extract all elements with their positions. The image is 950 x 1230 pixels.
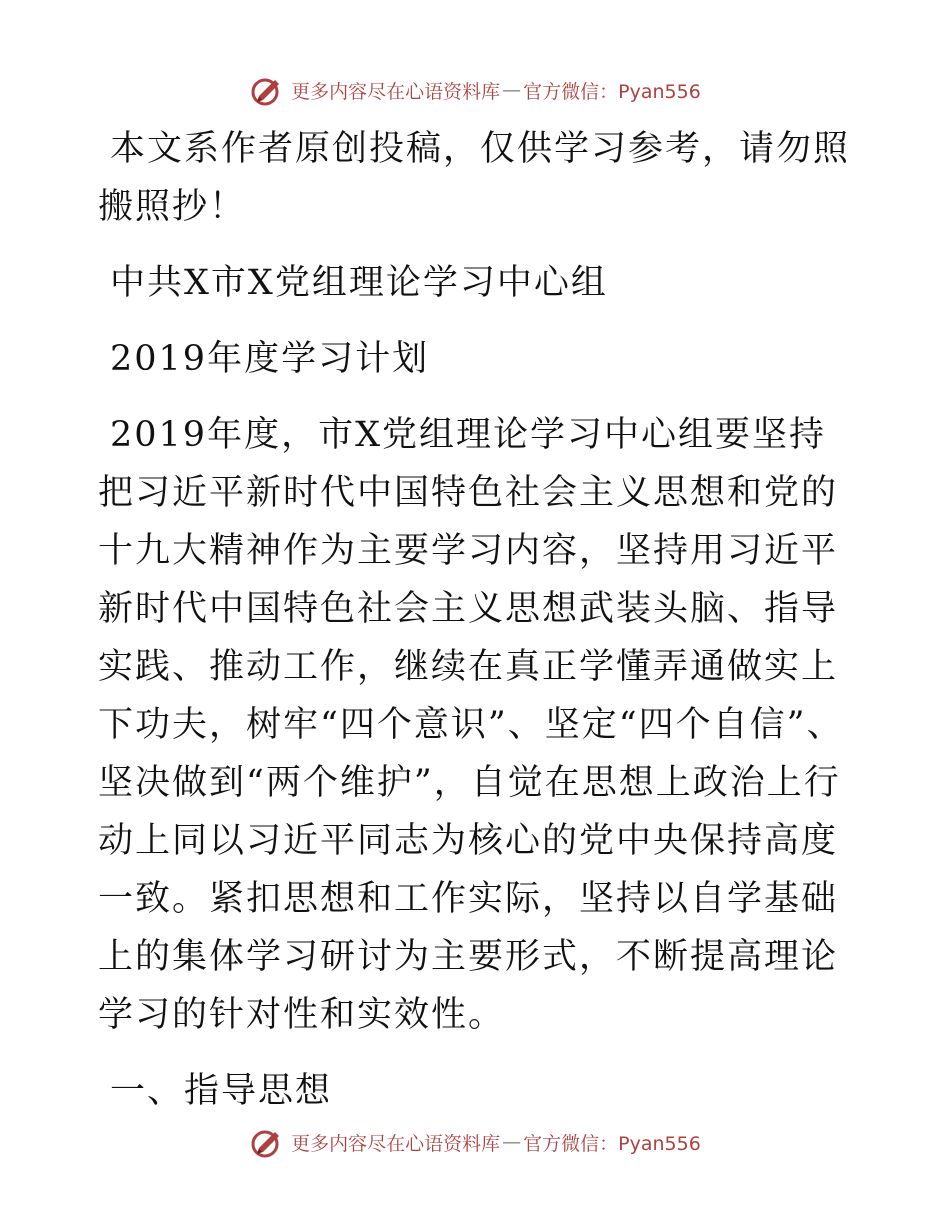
pen-logo-icon (249, 72, 285, 108)
banner-text: 更多内容尽在心语资料库 (291, 80, 501, 103)
banner-separator: — (502, 1131, 522, 1153)
org-title: 中共X市X党组理论学习中心组 (110, 263, 608, 303)
banner-wechat: 官方微信：Pyan556 (523, 80, 701, 103)
body-paragraph: 2019年度，市X党组理论学习中心组要坚持把习近平新时代中国特色社会主义思想和党的十九大精神作为主要学习内容，坚持用习近平新时代中国特色社会主义思想武装头脑、指导实践、推动工作，继续在真正学懂弄通做实上下功夫，树牢“四个意识”、坚定“四个自信”、坚决做到“两个维护”，自觉在思想上政治上行动上同以习近平同志为核心的党中央保持高度一致。紧扣思想和工作实际，坚持以自学基础上的集体学习研讨为主要形式，不断提高理论学习的针对性和实效性。 (98, 415, 844, 1035)
header-watermark (0, 70, 950, 110)
banner-wechat: 官方微信：Pyan556 (523, 1132, 701, 1155)
section-heading: 一、指导思想 (110, 1071, 333, 1111)
banner-text: 更多内容尽在心语资料库 (291, 1132, 501, 1155)
pen-logo-icon (249, 1124, 285, 1160)
footer-watermark (0, 1122, 950, 1162)
plan-title: 2019年度学习计划 (110, 339, 430, 379)
copyright-notice: 本文系作者原创投稿，仅供学习参考，请勿照搬照抄！ (98, 129, 851, 227)
banner-separator: — (502, 79, 522, 101)
document-body (98, 120, 858, 1120)
